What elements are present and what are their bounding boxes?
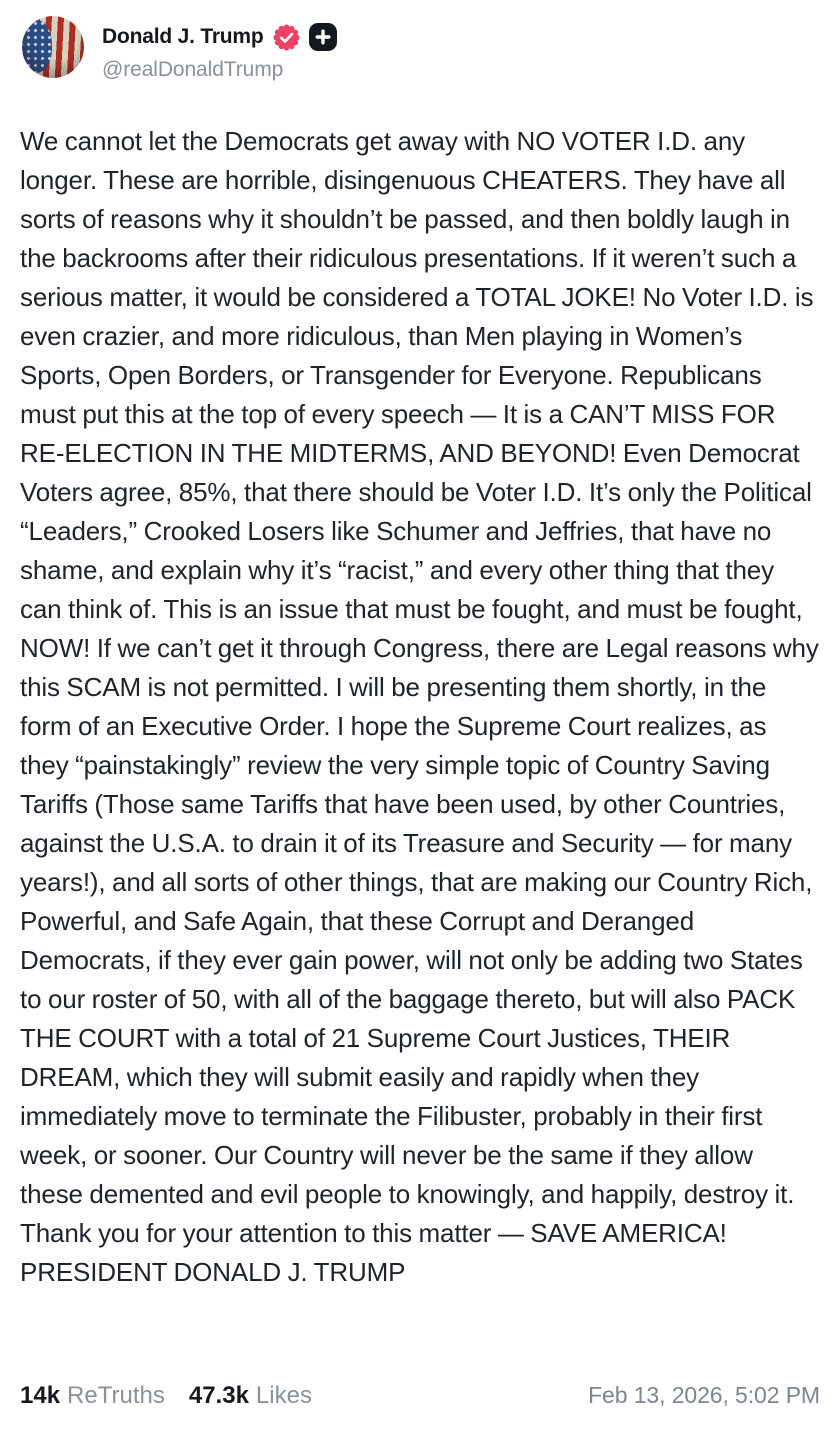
post-footer — [20, 1382, 820, 1410]
timestamp: Feb 13, 2026, 5:02 PM — [588, 1382, 820, 1408]
author-identity — [102, 16, 337, 82]
name-row — [102, 23, 337, 51]
user-handle[interactable]: @realDonaldTrump — [102, 58, 284, 81]
likes-label[interactable]: Likes — [255, 1382, 312, 1409]
verified-check-icon — [273, 24, 300, 51]
likes-stat[interactable] — [189, 1382, 312, 1410]
retruths-stat[interactable] — [20, 1382, 165, 1410]
retruths-label[interactable]: ReTruths — [67, 1382, 165, 1409]
engagement-stats — [20, 1382, 312, 1410]
post-header — [0, 0, 840, 82]
avatar[interactable] — [22, 16, 84, 78]
post-body-text: We cannot let the Democrats get away with NO VOTER I.D. any longer. These are horrible, disingenuous CHEATERS. They have all sorts of reasons why it shouldn’t be passed, and then boldly laugh in the backrooms after their ridiculous presentations. If it weren’t such a serious matter, it would be considered a TOTAL JOKE! No Voter I.D. is even crazier, and more ridiculous, than Men playing in Women’s Sports, Open Borders, or Transgender for Everyone. Republicans must put this at the top of every speech — It is a CAN’T MISS FOR RE-ELECTION IN THE MIDTERMS, AND BEYOND! Even Democrat Voters agree, 85%, that there should be Voter I.D. It’s only the Political “Leaders,” Crooked Losers like Schumer and Jeffries, that have no shame, and explain why it’s “racist,” and every other thing that they can think of. This is an issue that must be fought, and must be fought, NOW! If we can’t get it through Congress, there are Legal reasons why this SCAM is not permitted. I will be presenting them shortly, in the form of an Executive Order. I hope the Supreme Court realizes, as they “painstakingly” review the very simple topic of Country Saving Tariffs (Those same Tariffs that have been used, by other Countries, against the U.S.A. to drain it of its Treasure and Security — for many years!), and all sorts of other things, that are making our Country Rich, Powerful, and Safe Again, that these Corrupt and Deranged Democrats, if they ever gain power, will not only be adding two States to our roster of 50, with all of the baggage thereto, but will also PACK THE COURT with a total of 21 Supreme Court Justices, THEIR DREAM, which they will submit easily and rapidly when they immediately move to terminate the Filibuster, probably in their first week, or sooner. Our Country will never be the same if they allow these demented and evil people to knowingly, and happily, destroy it. Thank you for your attention to this matter — SAVE AMERICA! PRESIDENT DONALD J. TRUMP — [20, 126, 819, 1287]
likes-count[interactable]: 47.3k — [188, 1382, 249, 1409]
display-name[interactable]: Donald J. Trump — [102, 25, 264, 48]
retruths-count[interactable]: 14k — [20, 1382, 61, 1409]
plus-badge-icon — [309, 23, 337, 51]
